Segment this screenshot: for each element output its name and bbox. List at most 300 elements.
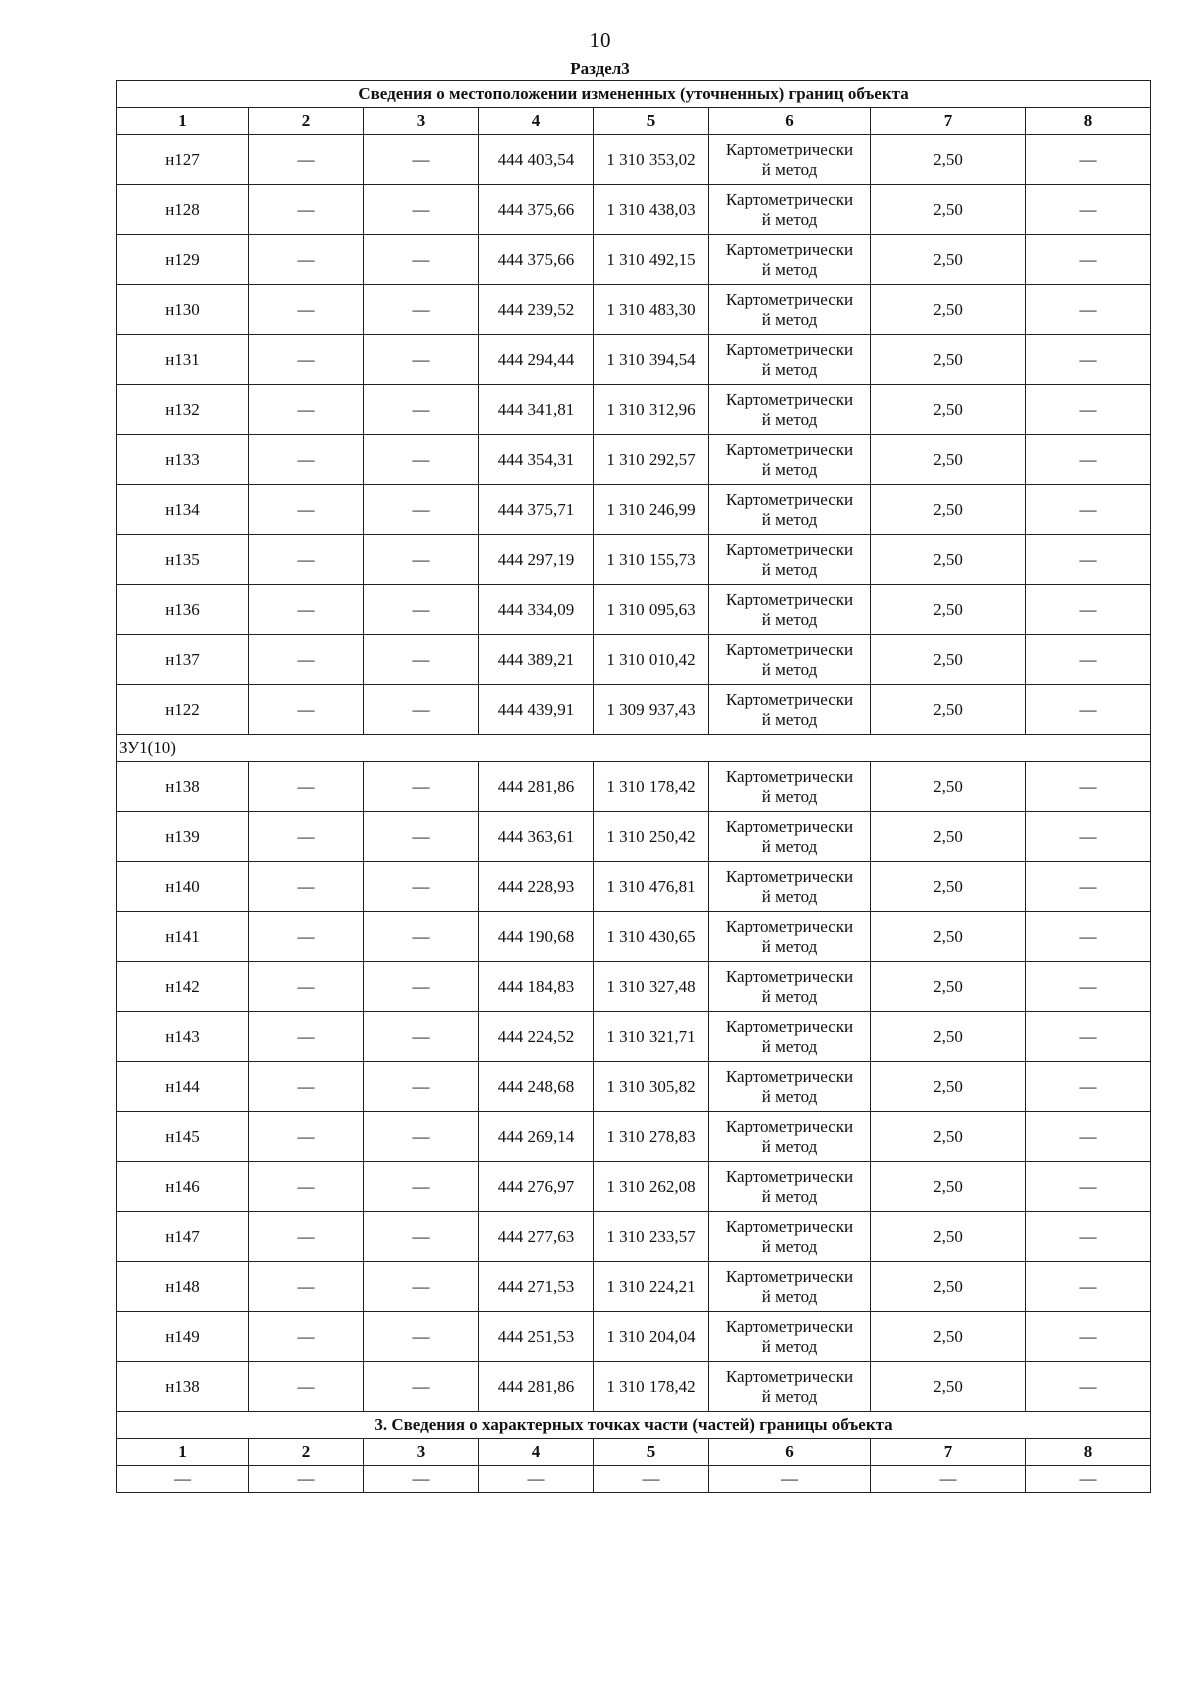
col8-cell: —: [1026, 762, 1151, 812]
point-id-cell: н149: [117, 1312, 249, 1362]
column-header: 5: [594, 108, 709, 135]
col2-cell: —: [249, 962, 364, 1012]
accuracy-cell: 2,50: [871, 1362, 1026, 1412]
x-coordinate-cell: 444 281,86: [479, 762, 594, 812]
method-cell: [709, 912, 871, 962]
method-cell: [709, 1162, 871, 1212]
table-row: [117, 1062, 1151, 1112]
method-text-line1: Картометрически: [725, 389, 854, 409]
method-cell: [709, 1012, 871, 1062]
column-header: 3: [364, 108, 479, 135]
column-header: 5: [594, 1439, 709, 1466]
point-id-cell: н143: [117, 1012, 249, 1062]
x-coordinate-cell: 444 375,71: [479, 485, 594, 535]
method-text-line2: й метод: [761, 1136, 818, 1156]
accuracy-cell: 2,50: [871, 685, 1026, 735]
x-coordinate-cell: 444 224,52: [479, 1012, 594, 1062]
method-text-line2: й метод: [761, 1236, 818, 1256]
point-id-cell: н129: [117, 235, 249, 285]
y-coordinate-cell: 1 310 438,03: [594, 185, 709, 235]
point-id-cell: н131: [117, 335, 249, 385]
col3-cell: —: [364, 435, 479, 485]
section3-caption: 3. Сведения о характерных точках части (частей) границы объекта: [117, 1412, 1151, 1439]
table-row: [117, 585, 1151, 635]
point-id-cell: н130: [117, 285, 249, 335]
method-cell: [709, 335, 871, 385]
col8-cell: —: [1026, 1312, 1151, 1362]
y-coordinate-cell: 1 310 430,65: [594, 912, 709, 962]
col8-cell: —: [1026, 585, 1151, 635]
method-text-line1: Картометрически: [725, 1166, 854, 1186]
y-coordinate-cell: 1 310 492,15: [594, 235, 709, 285]
point-id-cell: н134: [117, 485, 249, 535]
method-text-line2: й метод: [761, 509, 818, 529]
accuracy-cell: 2,50: [871, 1262, 1026, 1312]
method-text-line1: Картометрически: [725, 239, 854, 259]
method-text-line1: Картометрически: [725, 1316, 854, 1336]
method-text-line2: й метод: [761, 1036, 818, 1056]
table-row: [117, 635, 1151, 685]
point-id-cell: н144: [117, 1062, 249, 1112]
col2-cell: —: [249, 535, 364, 585]
col8-cell: —: [1026, 385, 1151, 435]
point-id-cell: н148: [117, 1262, 249, 1312]
method-text-line2: й метод: [761, 609, 818, 629]
section3-row: [117, 1466, 1151, 1493]
method-text-line1: Картометрически: [725, 689, 854, 709]
x-coordinate-cell: 444 277,63: [479, 1212, 594, 1262]
col8-cell: —: [1026, 235, 1151, 285]
col3-cell: —: [364, 485, 479, 535]
point-id-cell: н122: [117, 685, 249, 735]
col2-cell: —: [249, 235, 364, 285]
method-text-line2: й метод: [761, 309, 818, 329]
boundary-table: [116, 80, 1151, 1493]
col2-cell: —: [249, 1312, 364, 1362]
table-row: [117, 1012, 1151, 1062]
table-row: [117, 1112, 1151, 1162]
method-text-line2: й метод: [761, 1386, 818, 1406]
column-header: 3: [364, 1439, 479, 1466]
col3-cell: —: [364, 1112, 479, 1162]
col3-cell: —: [364, 812, 479, 862]
col8-cell: —: [1026, 535, 1151, 585]
method-text-line2: й метод: [761, 986, 818, 1006]
table-row: [117, 685, 1151, 735]
column-header: 7: [871, 108, 1026, 135]
y-coordinate-cell: 1 310 476,81: [594, 862, 709, 912]
point-id-cell: н128: [117, 185, 249, 235]
col2-cell: —: [249, 1012, 364, 1062]
method-cell: [709, 135, 871, 185]
x-coordinate-cell: 444 269,14: [479, 1112, 594, 1162]
point-id-cell: н137: [117, 635, 249, 685]
y-coordinate-cell: 1 310 321,71: [594, 1012, 709, 1062]
col8-cell: —: [1026, 862, 1151, 912]
point-id-cell: н146: [117, 1162, 249, 1212]
col2-cell: —: [249, 135, 364, 185]
point-id-cell: н139: [117, 812, 249, 862]
y-coordinate-cell: 1 310 292,57: [594, 435, 709, 485]
accuracy-cell: 2,50: [871, 335, 1026, 385]
method-text-line2: й метод: [761, 159, 818, 179]
x-coordinate-cell: 444 403,54: [479, 135, 594, 185]
col3-cell: —: [364, 685, 479, 735]
x-coordinate-cell: 444 276,97: [479, 1162, 594, 1212]
point-id-cell: н138: [117, 762, 249, 812]
col3-cell: —: [364, 1362, 479, 1412]
y-coordinate-cell: 1 310 155,73: [594, 535, 709, 585]
y-coordinate-cell: 1 310 353,02: [594, 135, 709, 185]
method-cell: [709, 385, 871, 435]
method-text-line2: й метод: [761, 786, 818, 806]
table-row: [117, 485, 1151, 535]
col8-cell: —: [1026, 1262, 1151, 1312]
accuracy-cell: 2,50: [871, 762, 1026, 812]
method-text-line1: Картометрически: [725, 816, 854, 836]
table-caption-row: [117, 81, 1151, 108]
method-cell: [709, 435, 871, 485]
dash-cell: —: [1026, 1466, 1151, 1493]
y-coordinate-cell: 1 310 483,30: [594, 285, 709, 335]
accuracy-cell: 2,50: [871, 1312, 1026, 1362]
y-coordinate-cell: 1 310 312,96: [594, 385, 709, 435]
method-text-line2: й метод: [761, 409, 818, 429]
section3-header-row: [117, 1439, 1151, 1466]
method-cell: [709, 585, 871, 635]
accuracy-cell: 2,50: [871, 435, 1026, 485]
col8-cell: —: [1026, 685, 1151, 735]
col3-cell: —: [364, 962, 479, 1012]
accuracy-cell: 2,50: [871, 1162, 1026, 1212]
dash-cell: —: [364, 1466, 479, 1493]
method-cell: [709, 1312, 871, 1362]
col3-cell: —: [364, 285, 479, 335]
point-id-cell: н147: [117, 1212, 249, 1262]
col2-cell: —: [249, 762, 364, 812]
table-row: [117, 1212, 1151, 1262]
x-coordinate-cell: 444 341,81: [479, 385, 594, 435]
accuracy-cell: 2,50: [871, 185, 1026, 235]
y-coordinate-cell: 1 310 250,42: [594, 812, 709, 862]
x-coordinate-cell: 444 251,53: [479, 1312, 594, 1362]
y-coordinate-cell: 1 310 262,08: [594, 1162, 709, 1212]
y-coordinate-cell: 1 310 224,21: [594, 1262, 709, 1312]
point-id-cell: н141: [117, 912, 249, 962]
col8-cell: —: [1026, 1012, 1151, 1062]
col3-cell: —: [364, 912, 479, 962]
method-text-line1: Картометрически: [725, 489, 854, 509]
table-row: [117, 535, 1151, 585]
method-cell: [709, 535, 871, 585]
table-row: [117, 385, 1151, 435]
col3-cell: —: [364, 335, 479, 385]
method-text-line1: Картометрически: [725, 639, 854, 659]
table-row: [117, 185, 1151, 235]
table-row: [117, 1362, 1151, 1412]
col8-cell: —: [1026, 1162, 1151, 1212]
col8-cell: —: [1026, 635, 1151, 685]
table-row: [117, 1162, 1151, 1212]
method-text-line1: Картометрически: [725, 189, 854, 209]
x-coordinate-cell: 444 375,66: [479, 185, 594, 235]
dash-cell: —: [871, 1466, 1026, 1493]
x-coordinate-cell: 444 190,68: [479, 912, 594, 962]
method-cell: [709, 1212, 871, 1262]
table-row: [117, 962, 1151, 1012]
dash-cell: —: [117, 1466, 249, 1493]
method-text-line2: й метод: [761, 836, 818, 856]
y-coordinate-cell: 1 310 095,63: [594, 585, 709, 635]
col8-cell: —: [1026, 962, 1151, 1012]
accuracy-cell: 2,50: [871, 862, 1026, 912]
section3-caption-row: [117, 1412, 1151, 1439]
x-coordinate-cell: 444 281,86: [479, 1362, 594, 1412]
col2-cell: —: [249, 285, 364, 335]
method-text-line1: Картометрически: [725, 1266, 854, 1286]
x-coordinate-cell: 444 439,91: [479, 685, 594, 735]
col8-cell: —: [1026, 812, 1151, 862]
col3-cell: —: [364, 135, 479, 185]
y-coordinate-cell: 1 310 394,54: [594, 335, 709, 385]
accuracy-cell: 2,50: [871, 1112, 1026, 1162]
col2-cell: —: [249, 335, 364, 385]
column-header: 1: [117, 108, 249, 135]
col2-cell: —: [249, 1162, 364, 1212]
x-coordinate-cell: 444 363,61: [479, 812, 594, 862]
col3-cell: —: [364, 235, 479, 285]
method-text-line2: й метод: [761, 1186, 818, 1206]
col2-cell: —: [249, 685, 364, 735]
method-text-line2: й метод: [761, 709, 818, 729]
col8-cell: —: [1026, 485, 1151, 535]
col8-cell: —: [1026, 1212, 1151, 1262]
col3-cell: —: [364, 635, 479, 685]
table-row: [117, 862, 1151, 912]
column-header: 2: [249, 1439, 364, 1466]
col3-cell: —: [364, 762, 479, 812]
x-coordinate-cell: 444 239,52: [479, 285, 594, 335]
column-header: 8: [1026, 108, 1151, 135]
method-text-line1: Картометрически: [725, 439, 854, 459]
y-coordinate-cell: 1 310 246,99: [594, 485, 709, 535]
method-text-line1: Картометрически: [725, 1216, 854, 1236]
point-id-cell: н145: [117, 1112, 249, 1162]
method-cell: [709, 1112, 871, 1162]
column-header: 7: [871, 1439, 1026, 1466]
table-row: [117, 235, 1151, 285]
method-text-line2: й метод: [761, 459, 818, 479]
col3-cell: —: [364, 385, 479, 435]
y-coordinate-cell: 1 310 327,48: [594, 962, 709, 1012]
method-cell: [709, 812, 871, 862]
method-cell: [709, 285, 871, 335]
col2-cell: —: [249, 385, 364, 435]
col8-cell: —: [1026, 135, 1151, 185]
col8-cell: —: [1026, 185, 1151, 235]
accuracy-cell: 2,50: [871, 812, 1026, 862]
col2-cell: —: [249, 635, 364, 685]
table-row: [117, 762, 1151, 812]
accuracy-cell: 2,50: [871, 285, 1026, 335]
y-coordinate-cell: 1 310 233,57: [594, 1212, 709, 1262]
method-text-line2: й метод: [761, 1286, 818, 1306]
method-text-line1: Картометрически: [725, 1116, 854, 1136]
method-cell: [709, 1062, 871, 1112]
col3-cell: —: [364, 1012, 479, 1062]
col3-cell: —: [364, 1212, 479, 1262]
point-id-cell: н140: [117, 862, 249, 912]
col2-cell: —: [249, 1212, 364, 1262]
col2-cell: —: [249, 1362, 364, 1412]
method-text-line2: й метод: [761, 1336, 818, 1356]
method-text-line2: й метод: [761, 559, 818, 579]
table-row: [117, 335, 1151, 385]
dash-cell: —: [709, 1466, 871, 1493]
col3-cell: —: [364, 185, 479, 235]
y-coordinate-cell: 1 310 178,42: [594, 762, 709, 812]
method-text-line1: Картометрически: [725, 289, 854, 309]
col3-cell: —: [364, 1062, 479, 1112]
dash-cell: —: [479, 1466, 594, 1493]
dash-cell: —: [249, 1466, 364, 1493]
col2-cell: —: [249, 485, 364, 535]
point-id-cell: н142: [117, 962, 249, 1012]
col8-cell: —: [1026, 1362, 1151, 1412]
column-header: 4: [479, 108, 594, 135]
col2-cell: —: [249, 912, 364, 962]
page-number: 10: [589, 28, 611, 52]
method-cell: [709, 235, 871, 285]
col2-cell: —: [249, 1262, 364, 1312]
method-cell: [709, 962, 871, 1012]
method-cell: [709, 685, 871, 735]
accuracy-cell: 2,50: [871, 235, 1026, 285]
method-text-line1: Картометрически: [725, 1366, 854, 1386]
point-id-cell: н132: [117, 385, 249, 435]
col3-cell: —: [364, 1262, 479, 1312]
method-text-line1: Картометрически: [725, 916, 854, 936]
accuracy-cell: 2,50: [871, 535, 1026, 585]
section-label: Раздел3: [570, 59, 630, 78]
method-text-line1: Картометрически: [725, 866, 854, 886]
col8-cell: —: [1026, 335, 1151, 385]
method-text-line2: й метод: [761, 209, 818, 229]
accuracy-cell: 2,50: [871, 1062, 1026, 1112]
method-text-line1: Картометрически: [725, 1016, 854, 1036]
column-header: 8: [1026, 1439, 1151, 1466]
accuracy-cell: 2,50: [871, 962, 1026, 1012]
x-coordinate-cell: 444 184,83: [479, 962, 594, 1012]
method-text-line2: й метод: [761, 1086, 818, 1106]
table-row: [117, 435, 1151, 485]
method-text-line1: Картометрически: [725, 966, 854, 986]
col8-cell: —: [1026, 1112, 1151, 1162]
table-caption: Сведения о местоположении измененных (уточненных) границ объекта: [117, 81, 1151, 108]
point-id-cell: н135: [117, 535, 249, 585]
y-coordinate-cell: 1 309 937,43: [594, 685, 709, 735]
col3-cell: —: [364, 1162, 479, 1212]
accuracy-cell: 2,50: [871, 135, 1026, 185]
col8-cell: —: [1026, 1062, 1151, 1112]
column-header-row: [117, 108, 1151, 135]
x-coordinate-cell: 444 248,68: [479, 1062, 594, 1112]
method-text-line1: Картометрически: [725, 1066, 854, 1086]
col2-cell: —: [249, 1062, 364, 1112]
point-id-cell: н127: [117, 135, 249, 185]
column-header: 6: [709, 1439, 871, 1466]
method-text-line1: Картометрически: [725, 766, 854, 786]
method-cell: [709, 485, 871, 535]
col8-cell: —: [1026, 285, 1151, 335]
col8-cell: —: [1026, 912, 1151, 962]
method-cell: [709, 1262, 871, 1312]
table-row: [117, 1262, 1151, 1312]
accuracy-cell: 2,50: [871, 385, 1026, 435]
method-cell: [709, 635, 871, 685]
method-cell: [709, 1362, 871, 1412]
point-id-cell: н138: [117, 1362, 249, 1412]
col8-cell: —: [1026, 435, 1151, 485]
table-row: [117, 812, 1151, 862]
method-text-line2: й метод: [761, 659, 818, 679]
table-row: [117, 1312, 1151, 1362]
col3-cell: —: [364, 862, 479, 912]
group-label: ЗУ1(10): [117, 735, 1151, 762]
method-text-line1: Картометрически: [725, 539, 854, 559]
method-text-line2: й метод: [761, 886, 818, 906]
x-coordinate-cell: 444 354,31: [479, 435, 594, 485]
col2-cell: —: [249, 185, 364, 235]
method-text-line2: й метод: [761, 359, 818, 379]
col3-cell: —: [364, 535, 479, 585]
column-header: 6: [709, 108, 871, 135]
accuracy-cell: 2,50: [871, 485, 1026, 535]
col2-cell: —: [249, 435, 364, 485]
y-coordinate-cell: 1 310 010,42: [594, 635, 709, 685]
col2-cell: —: [249, 812, 364, 862]
col2-cell: —: [249, 585, 364, 635]
method-text-line2: й метод: [761, 936, 818, 956]
point-id-cell: н136: [117, 585, 249, 635]
column-header: 2: [249, 108, 364, 135]
column-header: 1: [117, 1439, 249, 1466]
y-coordinate-cell: 1 310 178,42: [594, 1362, 709, 1412]
column-header: 4: [479, 1439, 594, 1466]
accuracy-cell: 2,50: [871, 1012, 1026, 1062]
accuracy-cell: 2,50: [871, 635, 1026, 685]
table-row: [117, 912, 1151, 962]
point-id-cell: н133: [117, 435, 249, 485]
col3-cell: —: [364, 585, 479, 635]
table-row: [117, 135, 1151, 185]
x-coordinate-cell: 444 334,09: [479, 585, 594, 635]
table-row: [117, 285, 1151, 335]
method-text-line1: Картометрически: [725, 339, 854, 359]
method-cell: [709, 762, 871, 812]
x-coordinate-cell: 444 375,66: [479, 235, 594, 285]
method-text-line2: й метод: [761, 259, 818, 279]
x-coordinate-cell: 444 294,44: [479, 335, 594, 385]
group-label-row: [117, 735, 1151, 762]
accuracy-cell: 2,50: [871, 1212, 1026, 1262]
y-coordinate-cell: 1 310 278,83: [594, 1112, 709, 1162]
col2-cell: —: [249, 862, 364, 912]
y-coordinate-cell: 1 310 305,82: [594, 1062, 709, 1112]
method-cell: [709, 862, 871, 912]
y-coordinate-cell: 1 310 204,04: [594, 1312, 709, 1362]
col3-cell: —: [364, 1312, 479, 1362]
